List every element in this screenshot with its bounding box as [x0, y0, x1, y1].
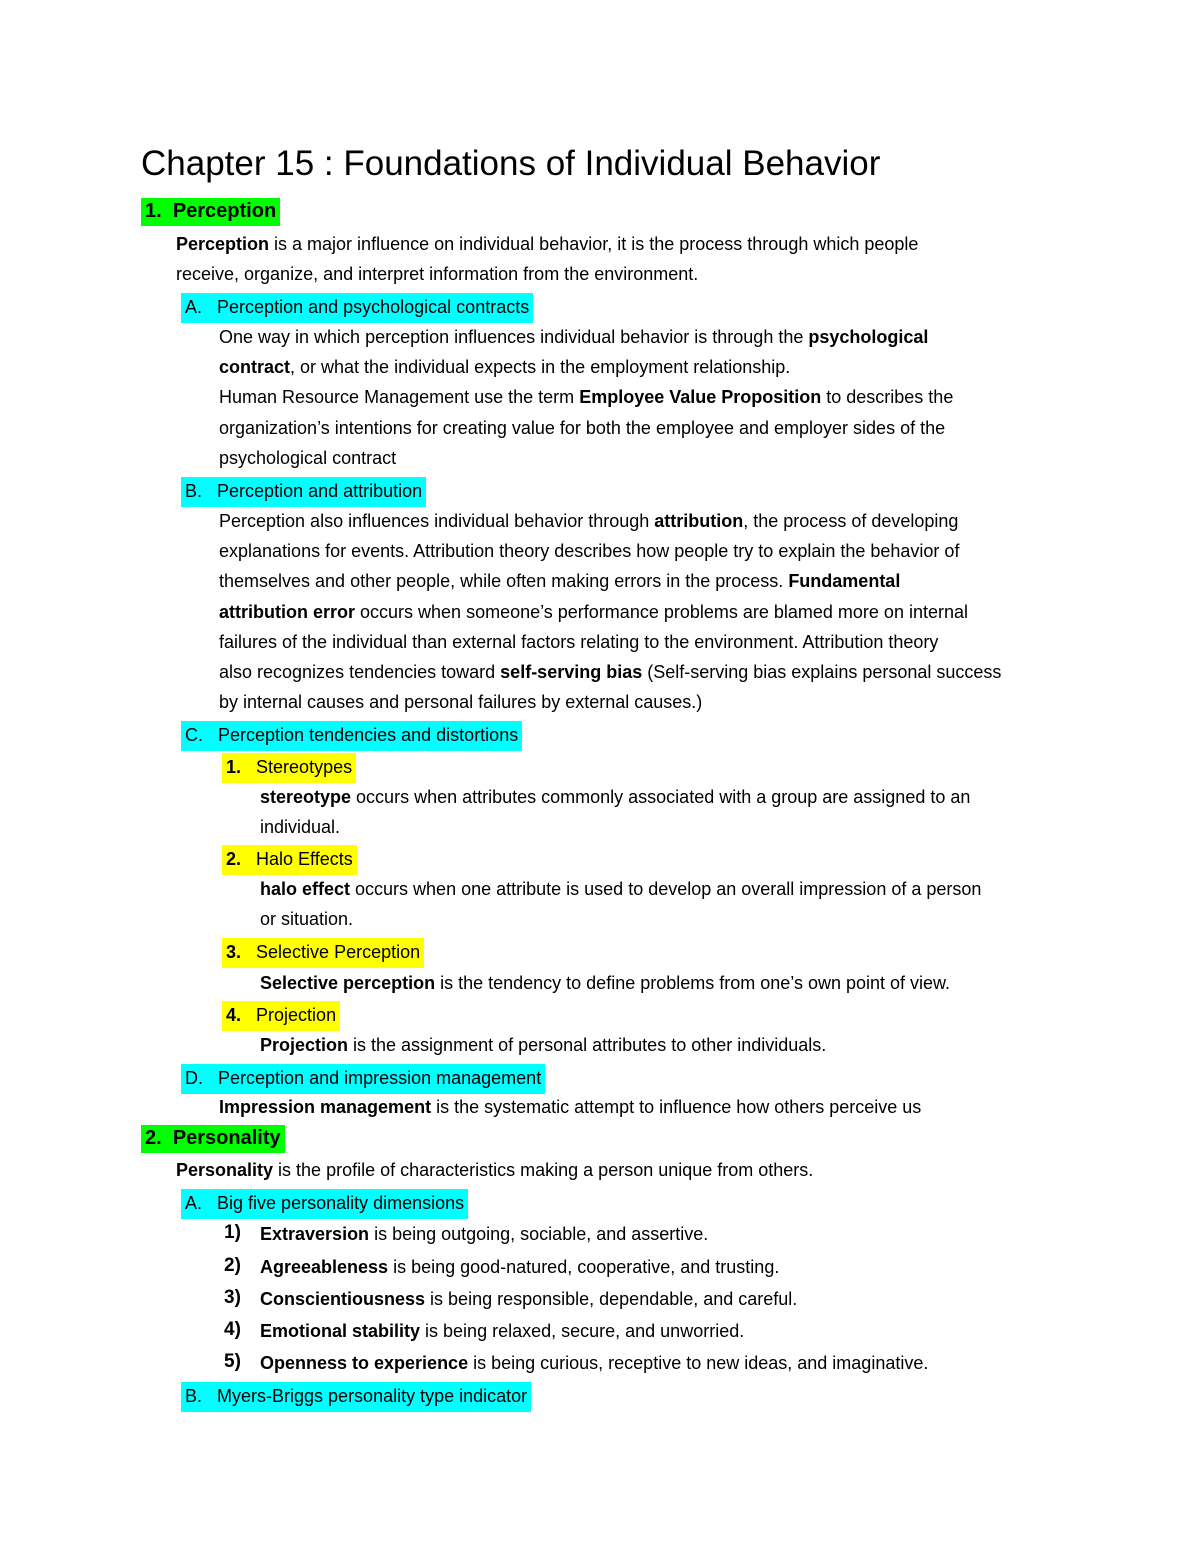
list-item-heading: 3. Selective Perception — [222, 938, 424, 968]
list-number: 1) — [224, 1222, 241, 1243]
list-item-text: Emotional stability is being relaxed, secure, and unworried. — [260, 1321, 745, 1341]
paragraph-line: also recognizes tendencies toward self-serving bias (Self-serving bias explains personal success — [219, 662, 1002, 682]
subsection-1b-heading — [181, 477, 426, 507]
page-title: Chapter 15 : Foundations of Individual Behavior — [141, 144, 881, 183]
paragraph-line: failures of the individual than external factors relating to the environment. Attribution theory — [219, 632, 939, 652]
paragraph-line: themselves and other people, while often making errors in the process. Fundamental — [219, 571, 901, 591]
list-item-text: halo effect occurs when one attribute is used to develop an overall impression of a person — [260, 879, 982, 899]
subsection-2a-title: Big five personality dimensions — [217, 1193, 465, 1213]
section-2-intro: Personality is the profile of characteristics making a person unique from others. — [176, 1160, 814, 1180]
subsection-2b-title: Myers-Briggs personality type indicator — [217, 1386, 528, 1406]
subsection-1c-heading — [181, 721, 522, 751]
list-item-text: Extraversion is being outgoing, sociable, and assertive. — [260, 1224, 709, 1244]
list-item-text: Selective perception is the tendency to define problems from one’s own point of view. — [260, 973, 951, 993]
paragraph-line: attribution error occurs when someone’s performance problems are blamed more on internal — [219, 602, 968, 622]
subsection-2a-letter: A. — [185, 1193, 203, 1213]
subsection-2b-heading — [181, 1382, 531, 1412]
paragraph-line: psychological contract — [219, 448, 397, 468]
list-item-text: or situation. — [260, 909, 354, 929]
paragraph-line: One way in which perception influences individual behavior is through the psychological — [219, 327, 929, 347]
term-perception: Perception — [176, 234, 270, 254]
paragraph-line: Human Resource Management use the term Employee Value Proposition to describes the — [219, 387, 954, 407]
list-number: 4) — [224, 1319, 241, 1340]
list-item-heading: 2. Halo Effects — [222, 845, 357, 875]
subsection-2b-letter: B. — [185, 1386, 203, 1406]
paragraph-line: by internal causes and personal failures by external causes.) — [219, 692, 703, 712]
subsection-1c-title: Perception tendencies and distortions — [218, 725, 519, 745]
list-item-text: individual. — [260, 817, 341, 837]
subsection-1c-letter: C. — [185, 725, 203, 745]
list-item-text: Agreeableness is being good-natured, cooperative, and trusting. — [260, 1257, 780, 1277]
list-number: 2) — [224, 1255, 241, 1276]
subsection-1b-title: Perception and attribution — [217, 481, 423, 501]
section-1-intro-line-2: receive, organize, and interpret information from the environment. — [176, 264, 699, 284]
section-2-title: Personality — [172, 1127, 281, 1149]
paragraph-line: Impression management is the systematic attempt to influence how others perceive us — [219, 1097, 922, 1117]
section-1-heading — [141, 199, 280, 223]
section-1-intro-line-1: Perception is a major influence on individual behavior, it is the process through which people — [176, 234, 919, 254]
section-2-heading — [141, 1126, 285, 1150]
subsection-1d-heading — [181, 1064, 545, 1094]
subsection-1d-title: Perception and impression management — [218, 1068, 542, 1088]
list-item-text: Projection is the assignment of personal attributes to other individuals. — [260, 1035, 827, 1055]
section-1-title: Perception — [172, 200, 277, 222]
subsection-1a-heading — [181, 293, 533, 323]
list-number: 5) — [224, 1351, 241, 1372]
subsection-1d-letter: D. — [185, 1068, 203, 1088]
paragraph-line: Perception also influences individual behavior through attribution, the process of developing — [219, 511, 959, 531]
list-item-heading: 1. Stereotypes — [222, 753, 356, 783]
subsection-1b-letter: B. — [185, 481, 203, 501]
paragraph-line: organization’s intentions for creating value for both the employee and employer sides of the — [219, 418, 946, 438]
subsection-1a-letter: A. — [185, 297, 203, 317]
list-item-text: Conscientiousness is being responsible, dependable, and careful. — [260, 1289, 798, 1309]
list-item-heading: 4. Projection — [222, 1001, 340, 1031]
list-item-text: Openness to experience is being curious, receptive to new ideas, and imaginative. — [260, 1353, 929, 1373]
list-item-text: stereotype occurs when attributes commonly associated with a group are assigned to an — [260, 787, 971, 807]
paragraph-line: contract, or what the individual expects in the employment relationship. — [219, 357, 791, 377]
list-number: 3) — [224, 1287, 241, 1308]
section-1-number: 1. — [145, 200, 162, 222]
section-2-number: 2. — [145, 1127, 162, 1149]
subsection-1a-title: Perception and psychological contracts — [217, 297, 530, 317]
paragraph-line: explanations for events. Attribution theory describes how people try to explain the behavior of — [219, 541, 960, 561]
subsection-2a-heading — [181, 1189, 468, 1219]
